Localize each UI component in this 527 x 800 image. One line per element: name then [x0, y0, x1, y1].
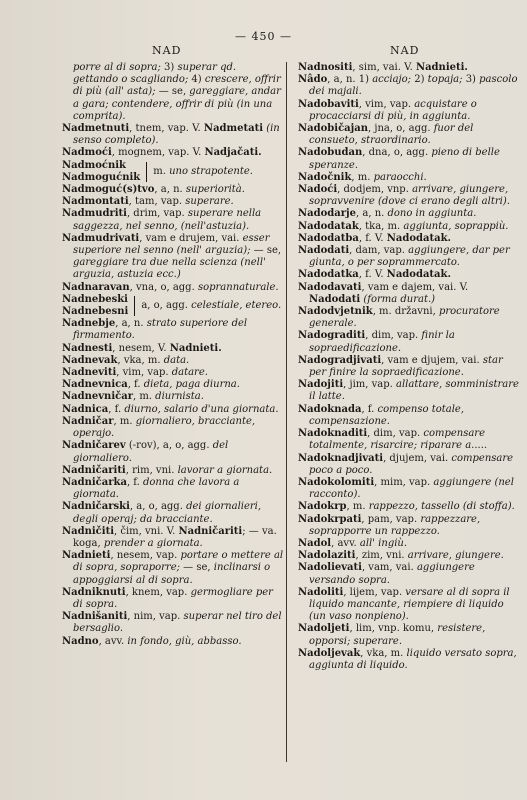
- headword: Nadničar: [62, 415, 114, 427]
- headword: Nadoći: [298, 184, 338, 196]
- grammar-text: , vam e drujem, vai.: [139, 232, 243, 244]
- grammar-text: , jna, o, agg.: [368, 123, 434, 135]
- definition-text: donna che lavora a giornata.: [73, 476, 240, 501]
- headword: Nadobičajan: [298, 123, 369, 135]
- headword: Nadnebje: [62, 318, 116, 330]
- headword: Nadnebeski: [62, 293, 128, 305]
- definition-text: rappezzare, soprapporre un rappezzo.: [309, 513, 481, 537]
- definition-text: resistere, opporsi; superare.: [309, 623, 486, 647]
- dictionary-entry: [62, 147, 284, 159]
- dictionary-entry: [298, 404, 520, 428]
- dictionary-entry: [298, 477, 520, 501]
- grammar-text: m.: [153, 165, 170, 177]
- dictionary-entry: [62, 123, 284, 147]
- grammar-text: , avv.: [331, 537, 360, 549]
- grammar-text: , tka, m.: [358, 220, 404, 232]
- headword: Nadmoćnik: [62, 159, 126, 171]
- grammar-text: , a, n.: [356, 208, 388, 220]
- dictionary-entry: [298, 562, 520, 586]
- dictionary-entry: [298, 648, 520, 672]
- definition-text: pascolo dei majali.: [309, 74, 518, 98]
- headword: Nadodati: [298, 245, 350, 257]
- running-head-right: NAD: [390, 44, 420, 57]
- definition-text: superare.: [185, 196, 234, 208]
- dictionary-entry: [298, 208, 520, 220]
- definition-text: gettando o scagliando;: [73, 74, 189, 86]
- dictionary-entry: [298, 538, 520, 550]
- grammar-text: , jim, vap.: [343, 379, 396, 391]
- grammar-text: , a, n. 1): [327, 74, 373, 86]
- entry-continuation: [62, 62, 284, 123]
- grammar-text: , vka, m.: [117, 354, 164, 366]
- grammar-text: , f.: [108, 403, 125, 415]
- grammar-text: ; — va. koga,: [73, 525, 277, 549]
- headword: Nadokolomiti: [298, 476, 375, 488]
- grammar-text: , vam, vai.: [361, 562, 417, 574]
- headword: Nadnieti: [62, 550, 111, 562]
- grammar-text: , dodjem, vnp.: [337, 184, 413, 196]
- definition-text: soprannaturale.: [197, 281, 279, 293]
- grammar-text: , a, n.: [115, 318, 147, 330]
- headword: Nadnevnica: [62, 379, 128, 391]
- dictionary-entry: [298, 99, 520, 123]
- headword: Nadoliti: [298, 586, 344, 598]
- definition-text: topaja;: [427, 74, 463, 86]
- brace-mark: [146, 162, 147, 182]
- headword: Nadnevak: [62, 354, 118, 366]
- page-number: — 450 —: [235, 30, 292, 43]
- dictionary-entry: [62, 391, 284, 403]
- definition-text: compensare poco a poco.: [309, 452, 514, 476]
- grammar-text: , dna, o, agg.: [362, 147, 432, 159]
- dictionary-entry: [62, 233, 284, 282]
- headword: Nadodati: [309, 293, 361, 305]
- grammar-text: — se,: [180, 562, 214, 574]
- headword: Nadnesti: [62, 342, 113, 354]
- dictionary-entry: [298, 428, 520, 452]
- dictionary-entry: [62, 416, 284, 440]
- dictionary-entry: [298, 172, 520, 184]
- headword: Nadnišaniti: [62, 611, 128, 623]
- grammar-text: , zim, vni.: [355, 550, 408, 562]
- shared-definition: [153, 166, 253, 178]
- headword: Nadobudan: [298, 147, 363, 159]
- dictionary-entry: [62, 526, 284, 550]
- brace-mark: [134, 296, 135, 316]
- dictionary-entry: [298, 587, 520, 624]
- definition-text: diurnista.: [155, 391, 204, 403]
- headword: Nadničariti: [62, 464, 126, 476]
- dictionary-entry: [298, 355, 520, 379]
- dictionary-entry: [62, 501, 284, 525]
- definition-text: superar nel tiro del bersaglio.: [73, 611, 282, 635]
- headword: Nadodatak.: [386, 232, 452, 244]
- headword: Nadokrpati: [298, 513, 362, 525]
- dictionary-entry: [62, 367, 284, 379]
- headword: Nadno: [62, 635, 99, 647]
- grammar-text: , tam, vap.: [128, 196, 186, 208]
- headword: Nadoljeti: [298, 623, 350, 635]
- dictionary-entry: [62, 404, 284, 416]
- grammar-text: , lim, vnp. komu,: [349, 623, 438, 635]
- definition-text: diurno, salario d'una giornata.: [124, 403, 279, 415]
- dictionary-entry: [298, 501, 520, 513]
- definition-text: gareggiare, andar a gara; contendere, offrir di più (in una comprita).: [73, 86, 281, 122]
- dictionary-entry: [62, 636, 284, 648]
- shared-definition: [141, 300, 281, 312]
- dictionary-entry-group: [62, 160, 284, 184]
- dictionary-entry: [298, 221, 520, 233]
- headword: Nadolaziti: [298, 550, 356, 562]
- grammar-text: , dim, vap.: [367, 428, 424, 440]
- definition-text: gareggiare tra due nella scienza (nell' arguzia, astuzia ecc.): [73, 257, 266, 281]
- headword: Nadoknadjivati: [298, 452, 384, 464]
- grammar-text: , m. državni,: [372, 306, 439, 318]
- headword: Nadnica: [62, 403, 109, 415]
- headword: Nadograditi: [298, 330, 366, 342]
- headword: Nadničiti: [62, 525, 114, 537]
- headword: Nadmudrivati: [62, 232, 140, 244]
- dictionary-entry: [298, 269, 520, 281]
- grammar-text: , dim, vap.: [365, 330, 422, 342]
- headword: Nadodatak.: [386, 269, 451, 281]
- grammar-text: , f.: [126, 476, 143, 488]
- dictionary-entry: [298, 453, 520, 477]
- dictionary-entry: [298, 330, 520, 354]
- grammar-text: , djujem, vai.: [383, 452, 452, 464]
- definition-text: del giornaliero.: [73, 440, 229, 464]
- headword: Nadodatak: [298, 220, 359, 232]
- dictionary-entry: [62, 611, 284, 635]
- dictionary-entry: [62, 440, 284, 464]
- dictionary-entry: [62, 355, 284, 367]
- grammar-text: , pam, vap.: [361, 513, 421, 525]
- definition-text: inclinarsi o appoggiarsi al di sopra.: [73, 562, 271, 586]
- dictionary-entry: [298, 282, 520, 306]
- definition-text: versare al di sopra il liquido mancante, riempiere di liquido (un vaso nonpieno).: [309, 586, 510, 623]
- headword: Nadnieti.: [415, 62, 468, 73]
- headword: Nadojiti: [298, 379, 344, 391]
- grammar-text: — se,: [155, 86, 190, 98]
- grammar-text: — se,: [250, 245, 282, 257]
- headword: Nadmoći: [62, 147, 112, 159]
- dictionary-entry: [62, 587, 284, 611]
- grammar-text: , vna, o, agg.: [129, 281, 198, 293]
- definition-text: pieno di belle speranze.: [309, 147, 500, 171]
- headword: Nadodatba: [298, 232, 359, 244]
- headword: Nadmoguć(s)tvo: [62, 184, 155, 196]
- dictionary-entry: [62, 379, 284, 391]
- dictionary-entry: [298, 245, 520, 269]
- grammar-text: , f.: [361, 403, 378, 415]
- definition-text: germogliare per di sopra.: [73, 586, 273, 610]
- definition-text: aggiungere, dar per giunta, o per soprammercato.: [309, 245, 510, 269]
- definition-text: all' ingiù.: [359, 537, 408, 549]
- grammar-text: , vim, vap.: [116, 367, 172, 379]
- dictionary-entry: [298, 123, 520, 147]
- headword: Nadničarev: [62, 440, 126, 452]
- definition-text: portare o mettere al di sopra, sopraporre;: [73, 550, 284, 574]
- definition-text: celestiale, etereo.: [191, 299, 282, 311]
- definition-text: compenso totale, compensazione.: [309, 403, 465, 427]
- headword: Nadniknuti: [62, 586, 126, 598]
- definition-text: compensare totalmente, risarcire; riparare a.....: [309, 428, 488, 452]
- definition-text: arrivare, giungere, sopravvenire (dove ci erano degli altri).: [309, 184, 510, 208]
- definition-text: giornaliero, bracciante, operajo.: [73, 415, 256, 440]
- grammar-text: , m.: [132, 391, 156, 403]
- grammar-text: , nim, vap.: [127, 611, 184, 623]
- headword: Nadoljevak: [298, 647, 361, 659]
- headword: Nadoknaditi: [298, 428, 368, 440]
- headword: Nadodavati: [298, 281, 362, 293]
- definition-text: arrivare, giungere.: [407, 550, 504, 562]
- headword: Nadoknada: [298, 403, 362, 415]
- dictionary-entry: [62, 196, 284, 208]
- definition-text: finir la sopraedificazione.: [309, 330, 455, 354]
- grammar-text: , avv.: [98, 635, 128, 647]
- grammar-text: , čim, vni. V.: [114, 525, 179, 537]
- definition-text: aggiungere (nel racconto).: [309, 476, 514, 501]
- grammar-text: 3): [462, 74, 480, 86]
- dictionary-entry: [62, 343, 284, 355]
- definition-text: superiorità.: [185, 184, 245, 196]
- column-divider: [286, 62, 287, 762]
- headword: Nadneviti: [62, 367, 117, 379]
- headword: Nadnaravan: [62, 281, 130, 293]
- headword: Nadogradjivati: [298, 354, 382, 366]
- grammar-text: , tnem, vap. V.: [129, 123, 204, 135]
- headword: Nadmogućnik: [62, 171, 141, 183]
- headword: Nadobaviti: [298, 98, 359, 110]
- grammar-text: , mognem, vap. V.: [111, 147, 205, 159]
- grammar-text: , m.: [346, 501, 369, 513]
- definition-text: allattare, somministrare il latte.: [309, 379, 519, 403]
- grammar-text: , f. V.: [358, 232, 387, 244]
- headword: Nadjačati.: [204, 147, 262, 159]
- headword: Nadnevničar: [62, 391, 133, 403]
- definition-text: paraocchi.: [373, 171, 427, 183]
- grammar-text: , rim, vni.: [125, 464, 178, 476]
- dictionary-entry: [62, 208, 284, 232]
- dictionary-entry-group: [62, 294, 284, 318]
- definition-text: porre al di sopra;: [73, 62, 161, 73]
- grammar-text: 2): [411, 74, 428, 86]
- definition-text: datare.: [171, 367, 208, 379]
- grammar-text: , nesem, vap.: [110, 550, 181, 562]
- headword: Nadmudriti: [62, 208, 127, 220]
- headword: Nadodatka: [298, 269, 359, 281]
- grammar-text: , dam, vap.: [349, 245, 409, 257]
- grammar-text: 3): [160, 62, 178, 73]
- grammar-text: , f. V.: [358, 269, 387, 281]
- definition-text: acquistare o procacciarsi di più, in aggiunta.: [309, 98, 477, 122]
- dictionary-entry: [62, 477, 284, 501]
- grammar-text: , vim, vap.: [358, 98, 415, 110]
- headword: Nadnositi: [298, 62, 353, 73]
- grammar-text: , drim, vap.: [126, 208, 188, 220]
- headword: Nadmetati: [203, 123, 263, 135]
- definition-text: in fondo, giù, abbasso.: [127, 635, 242, 647]
- dictionary-entry: [298, 306, 520, 330]
- dictionary-entry: [62, 550, 284, 587]
- dictionary-entry: [298, 147, 520, 171]
- grammar-text: , vam e dajem, vai. V.: [361, 281, 469, 293]
- definition-text: fuor del consueto, straordinario.: [309, 123, 474, 147]
- headword: Nadmetnuti: [62, 123, 130, 135]
- definition-text: crescere, offrir di più (all' asta);: [73, 74, 281, 98]
- grammar-text: a, o, agg.: [141, 299, 192, 311]
- headword: Nadokrp: [298, 501, 347, 513]
- dictionary-entry: [62, 282, 284, 294]
- definition-text: dei giornalieri, degli operaj; da bracciante.: [73, 501, 262, 525]
- definition-text: strato superiore del firmamento.: [73, 318, 248, 342]
- grammar-text: , lijem, vap.: [343, 586, 406, 598]
- definition-text: uno strapotente.: [169, 165, 253, 177]
- definition-text: aggiungere versando sopra.: [309, 562, 475, 586]
- definition-text: superare nella saggezza, nel senno, (nell'astuzia).: [73, 208, 262, 232]
- headword: Nadol: [298, 537, 332, 549]
- definition-text: data.: [163, 354, 190, 366]
- grammar-text: , nesem, V.: [112, 342, 170, 354]
- dictionary-entry: [298, 233, 520, 245]
- definition-text: aggiunta, soprappiù.: [403, 220, 509, 232]
- running-head-left: NAD: [152, 44, 182, 57]
- left-column: [62, 62, 284, 648]
- headword: Nadničarka: [62, 476, 127, 488]
- definition-text: dono in aggiunta.: [387, 208, 477, 220]
- grammar-text: , m.: [113, 415, 136, 427]
- dictionary-entry: [298, 74, 520, 98]
- headword: Nadničariti: [178, 525, 243, 537]
- headword: Nadnebesni: [62, 306, 129, 318]
- dictionary-entry: [62, 184, 284, 196]
- definition-text: prender a giornata.: [103, 537, 203, 549]
- grammar-text: , sim, vai. V.: [352, 62, 416, 73]
- headword: Nâdo: [298, 74, 328, 86]
- grammar-text: 4): [188, 74, 205, 86]
- grammar-text: , m.: [351, 171, 374, 183]
- definition-text: esser superiore nel senno (nell' arguzia);: [73, 232, 270, 257]
- dictionary-entry: [298, 379, 520, 403]
- grammar-text: , f.: [127, 379, 144, 391]
- headword: Nadodvjetnik: [298, 306, 373, 318]
- headword: Nadmontati: [62, 196, 129, 208]
- headword: Nadočnik: [298, 171, 352, 183]
- grammar-text: (-rov), a, o, agg.: [125, 440, 213, 452]
- grammar-text: , vka, m.: [360, 647, 407, 659]
- definition-text: liquido versato sopra, aggiunta di liquido.: [309, 647, 517, 671]
- definition-text: acciajo;: [372, 74, 412, 86]
- grammar-text: , a, n.: [154, 184, 186, 196]
- grammar-text: , mim, vap.: [374, 476, 434, 488]
- definition-text: (in senso completo).: [73, 123, 280, 147]
- definition-text: lavorar a giornata.: [177, 464, 273, 476]
- grammar-text: , vam e djujem, vai.: [381, 354, 483, 366]
- dictionary-entry: [62, 465, 284, 477]
- dictionary-entry: [62, 318, 284, 342]
- dictionary-entry: [298, 184, 520, 208]
- grammar-text: , knem, vap.: [125, 586, 191, 598]
- definition-text: superar qd.: [177, 62, 237, 73]
- definition-text: rappezzo, tassello (di stoffa).: [368, 501, 515, 513]
- dictionary-entry: [298, 62, 520, 74]
- headword: Nadolievati: [298, 562, 362, 574]
- dictionary-entry: [298, 623, 520, 647]
- definition-text: procuratore generale.: [309, 306, 500, 330]
- headword: Nadodarje: [298, 208, 357, 220]
- headword: Nadničarski: [62, 501, 130, 513]
- definition-text: dieta, paga diurna.: [143, 379, 240, 391]
- grammar-text: , a, o, agg.: [129, 501, 187, 513]
- dictionary-entry: [298, 550, 520, 562]
- definition-text: star per finire la sopraedificazione.: [309, 354, 503, 379]
- definition-text: (forma durat.): [363, 293, 436, 305]
- headword: Nadnieti.: [169, 342, 222, 354]
- dictionary-entry: [298, 514, 520, 538]
- right-column: [298, 62, 520, 672]
